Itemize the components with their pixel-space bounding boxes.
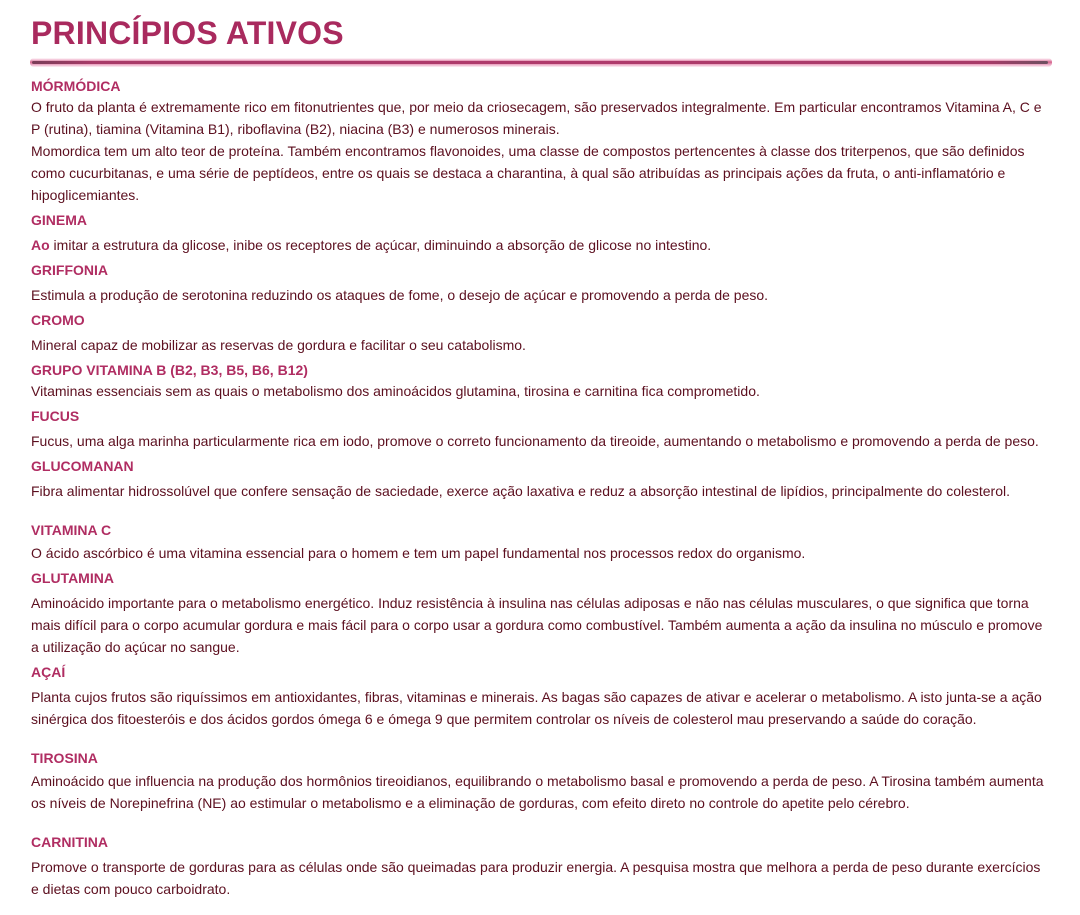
paragraph-text: imitar a estrutura da glicose, inibe os receptores de açúcar, diminuindo a absorção de glicose no intestino. bbox=[49, 237, 712, 253]
section-body bbox=[31, 330, 1051, 356]
section-heading: GRIFFONIA bbox=[31, 262, 108, 278]
section-heading: GLUCOMANAN bbox=[31, 458, 134, 474]
page-title: PRINCÍPIOS ATIVOS bbox=[31, 15, 344, 51]
section-paragraph: Promove o transporte de gorduras para as células onde são queimadas para produzir energia. A pesquisa mostra que melhora a perda de peso durante exercícios e dietas com pouco carboidrato. bbox=[31, 859, 1041, 897]
section-heading: FUCUS bbox=[31, 408, 80, 424]
section-heading: AÇAÍ bbox=[31, 664, 66, 680]
section-heading: CROMO bbox=[31, 312, 85, 328]
section-body bbox=[31, 852, 1051, 900]
section-cromo bbox=[31, 306, 1051, 356]
section-heading: CARNITINA bbox=[31, 834, 108, 850]
lead-word: Ao bbox=[31, 237, 50, 253]
section-body bbox=[31, 96, 1051, 206]
section-grupo-vitamina-b bbox=[31, 356, 1051, 402]
section-paragraph: Aminoácido que influencia na produção dos hormônios tireoidianos, equilibrando o metabolismo basal e promovendo a perda de peso. A Tirosina também aumenta os níveis de Norepinefrina (NE) ao estimular o metabolismo e a eliminação de gorduras, com efeito direto no controle do apetite pelo cérebro. bbox=[31, 773, 1044, 811]
section-griffonia bbox=[31, 256, 1051, 306]
section-paragraph: Fucus, uma alga marinha particularmente rica em iodo, promove o correto funcionamento da tireoide, aumentando o metabolismo e promovendo a perda de peso. bbox=[31, 433, 1039, 449]
section-acai bbox=[31, 658, 1051, 730]
section-glutamina bbox=[31, 564, 1051, 658]
section-paragraph: Planta cujos frutos são riquíssimos em antioxidantes, fibras, vitaminas e minerais. As bagas são capazes de ativar e acelerar o metabolismo. A isto junta-se a ação sinérgica dos fitoesteróis e dos ácidos gordos ómega 6 e ómega 9 que permitem controlar os níveis de colesterol mau preservando a saúde do coração. bbox=[31, 689, 1042, 727]
section-vitamina-c bbox=[31, 516, 1051, 564]
section-paragraph: Fibra alimentar hidrossolúvel que confere sensação de saciedade, exerce ação laxativa e reduz a absorção intestinal de lipídios, principalmente do colesterol. bbox=[31, 483, 1011, 499]
section-paragraph: Momordica tem um alto teor de proteína. Também encontramos flavonoides, uma classe de compostos pertencentes à classe dos triterpenos, que são definidos como cucurbitanas, e uma série de peptídeos, entre os quais se destaca a charantina, à qual são atribuídas as principais ações da fruta, o anti-inflamatório e hipoglicemiantes. bbox=[31, 143, 1025, 203]
section-heading: MÓRMÓDICA bbox=[31, 78, 121, 94]
section-tirosina bbox=[31, 744, 1051, 814]
section-body bbox=[31, 768, 1051, 814]
title-divider bbox=[30, 58, 1052, 67]
section-paragraph: Aminoácido importante para o metabolismo energético. Induz resistência à insulina nas células adiposas e não nas células musculares, o que significa que torna mais difícil para o corpo acumular gordura e mais fácil para o corpo usar a gordura como combustível. Também aumenta a ação da insulina no músculo e promove a utilização do açúcar no sangue. bbox=[31, 595, 1043, 655]
section-paragraph: Mineral capaz de mobilizar as reservas de gordura e facilitar o seu catabolismo. bbox=[31, 337, 526, 353]
section-body bbox=[31, 426, 1051, 452]
section-paragraph: Estimula a produção de serotonina reduzindo os ataques de fome, o desejo de açúcar e promovendo a perda de peso. bbox=[31, 287, 769, 303]
section-body bbox=[31, 380, 1051, 402]
divider-line bbox=[32, 61, 1048, 64]
section-heading: TIROSINA bbox=[31, 750, 98, 766]
section-paragraph bbox=[31, 234, 1051, 256]
section-body bbox=[31, 280, 1051, 306]
section-heading: VITAMINA C bbox=[31, 522, 112, 538]
section-paragraph: O fruto da planta é extremamente rico em fitonutrientes que, por meio da criosecagem, são preservados integralmente. Em particular encontramos Vitamina A, C e P (rutina), tiamina (Vitamina B1), riboflavina (B2), niacina (B3) e numerosos minerais. bbox=[31, 99, 1042, 137]
section-ginema bbox=[31, 206, 1051, 256]
spacer bbox=[31, 814, 1051, 828]
section-body bbox=[31, 476, 1051, 502]
section-body bbox=[31, 540, 1051, 564]
section-paragraph: O ácido ascórbico é uma vitamina essencial para o homem e tem um papel fundamental nos processos redox do organismo. bbox=[31, 545, 806, 561]
section-mormodica bbox=[31, 72, 1051, 206]
section-body bbox=[31, 682, 1051, 730]
section-fucus bbox=[31, 402, 1051, 452]
section-heading: GLUTAMINA bbox=[31, 570, 114, 586]
spacer bbox=[31, 502, 1051, 516]
ingredients-list bbox=[31, 72, 1051, 900]
section-heading: GRUPO VITAMINA B (B2, B3, B5, B6, B12) bbox=[31, 362, 308, 378]
section-body bbox=[31, 230, 1051, 256]
section-paragraph: Vitaminas essenciais sem as quais o metabolismo dos aminoácidos glutamina, tirosina e carnitina fica comprometido. bbox=[31, 383, 760, 399]
section-heading: GINEMA bbox=[31, 212, 87, 228]
section-body bbox=[31, 588, 1051, 658]
section-carnitina bbox=[31, 828, 1051, 900]
spacer bbox=[31, 730, 1051, 744]
section-glucomanan bbox=[31, 452, 1051, 502]
